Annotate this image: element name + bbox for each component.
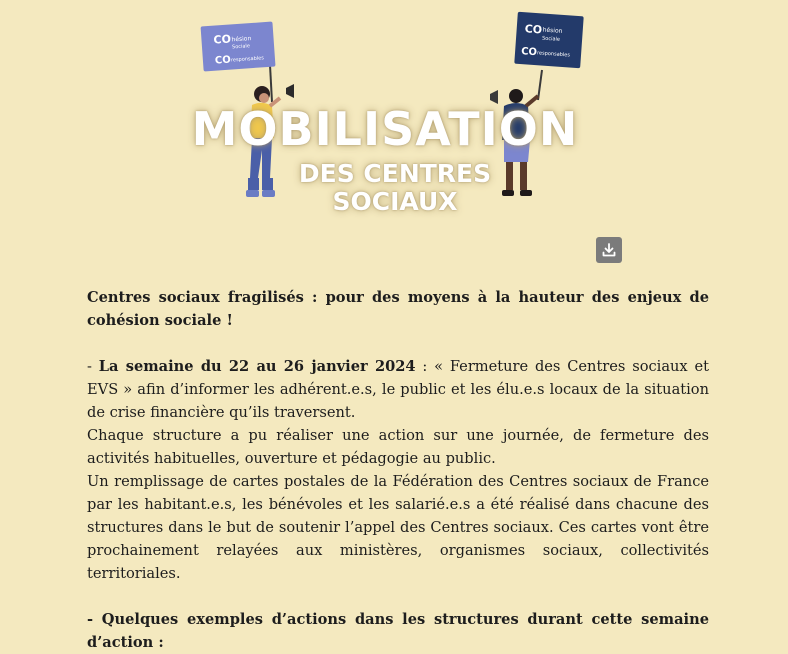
svg-text:Sociale: Sociale (541, 35, 561, 43)
article-body (87, 286, 709, 654)
banner-subtitle: DES CENTRES SOCIAUX (298, 159, 492, 216)
paragraph-examples-heading: - Quelques exemples d’actions dans les structures durant cette semaine d’action : (87, 611, 709, 651)
svg-text:responsables: responsables (230, 55, 265, 64)
svg-text:Sociale: Sociale (231, 43, 251, 51)
svg-text:responsables: responsables (536, 50, 571, 59)
svg-text:hésion: hésion (542, 26, 563, 35)
paragraph-week: - La semaine du 22 au 26 janvier 2024 : « Fermeture des Centres sociaux et EVS » afin d’informer les adhérent.e.s, le public et les élu.e.s locaux de la situation de crise financière qu’ils traversent. (87, 358, 709, 421)
svg-text:CO: CO (520, 46, 538, 59)
paragraph-actions: Chaque structure a pu réaliser une action sur une journée, de fermeture des activités habituelles, ouverture et pédagogie au public. (87, 427, 709, 467)
banner-title: MOBILISATION (191, 102, 579, 156)
download-button[interactable] (596, 237, 622, 263)
article-heading: Centres sociaux fragilisés : pour des moyens à la hauteur des enjeux de cohésion sociale ! (87, 289, 709, 329)
svg-text:CO: CO (213, 32, 232, 47)
svg-text:CO: CO (524, 22, 543, 37)
svg-text:hésion: hésion (231, 35, 252, 44)
paragraph-postcards: Un remplissage de cartes postales de la Fédération des Centres sociaux de France par les habitant.e.s, les bénévoles et les salarié.e.s a été réalisé dans chacune des structures dans le but de soutenir l’appel des Centres sociaux. Ces cartes vont être prochainement relayées aux ministères, organismes sociaux, collectivités territoriales. (87, 473, 709, 582)
mobilisation-banner (190, 10, 600, 225)
download-icon (602, 243, 616, 257)
svg-text:CO: CO (214, 54, 232, 67)
